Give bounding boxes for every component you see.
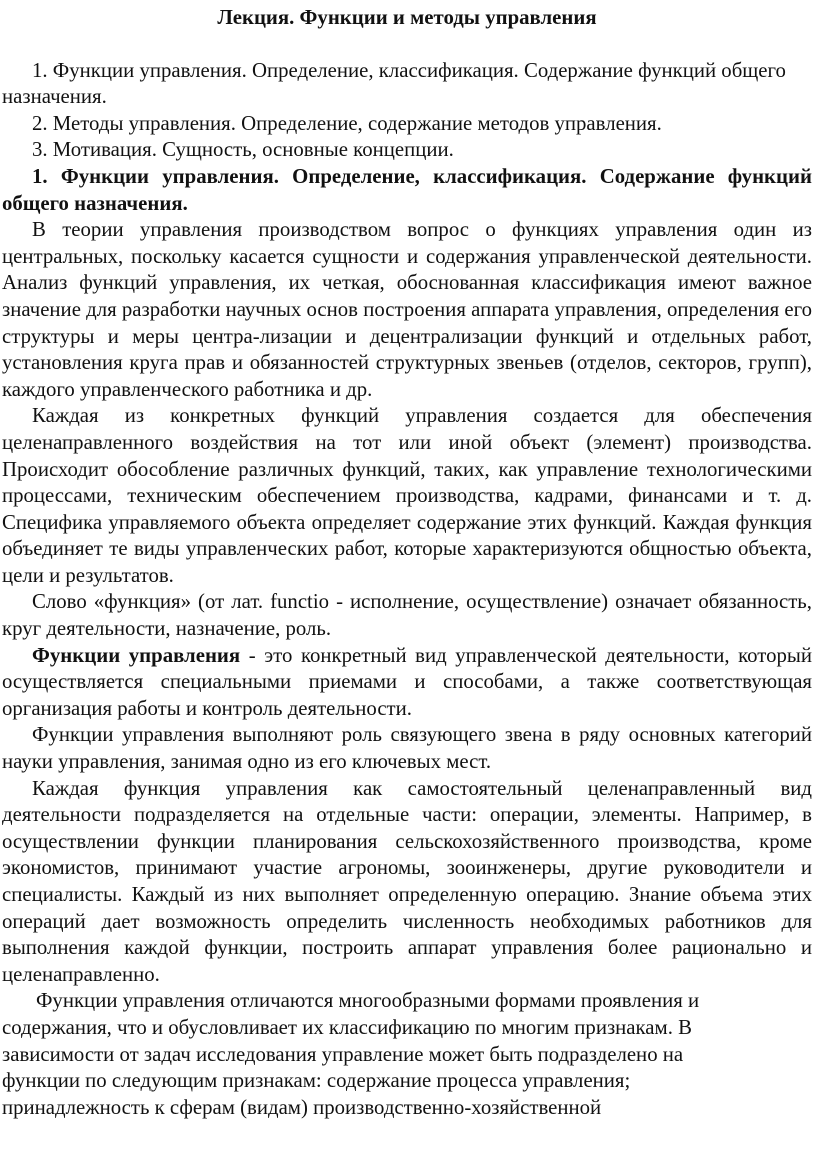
toc-item-1: 1. Функции управления. Определение, классификация. Содержание функций общего назначения. bbox=[2, 58, 786, 109]
paragraph-5: Функции управления выполняют роль связующего звена в ряду основных категорий науки управления, занимая одно из его ключевых мест. bbox=[2, 723, 812, 774]
toc-item-3: 3. Мотивация. Сущность, основные концепции. bbox=[32, 138, 454, 162]
paragraph-7-line: функции по следующим признакам: содержание процесса управления; bbox=[2, 1069, 631, 1093]
document-title: Лекция. Функции и методы управления bbox=[217, 6, 597, 29]
term-management-functions: Функции управления bbox=[32, 643, 241, 667]
toc-item-2: 2. Методы управления. Определение, содержание методов управления. bbox=[32, 111, 662, 135]
table-of-contents bbox=[2, 58, 812, 164]
paragraph-7-line: зависимости от задач исследования управление может быть подразделено на bbox=[2, 1042, 684, 1066]
paragraph-7 bbox=[2, 988, 812, 1121]
paragraph-6: Каждая функция управления как самостоятельный целенаправленный вид деятельности подразделяется на отдельные части: операции, элементы. Например, в осуществлении функции планирования сельскохозяйственного производства, кроме экономистов, принимают участие агрономы, зооинженеры, другие руководители и специалисты. Каждый из них выполняет определенную операцию. Знание объема этих операций дает возможность определить численность необходимых работников для выполнения каждой функции, построить аппарат управления более рационально и целенаправленно. bbox=[2, 776, 812, 986]
paragraph-3: Слово «функция» (от лат. functio - исполнение, осуществление) означает обязанность, круг деятельности, назначение, роль. bbox=[2, 590, 812, 641]
paragraph-2: Каждая из конкретных функций управления создается для обеспечения целенаправленного воздействия на тот или иной объект (элемент) производства. Происходит обособление различных функций, таких, как управление технологическими процессами, техническим обеспечением производства, кадрами, финансами и т. д. Специфика управляемого объекта определяет содержание этих функций. Каждая функция объединяет те виды управленческих работ, которые характеризуются общностью объекта, цели и результатов. bbox=[2, 404, 812, 587]
paragraph-7-line: содержания, что и обусловливает их классификацию по многим признакам. В bbox=[2, 1015, 692, 1039]
paragraph-7-line: принадлежность к сферам (видам) производственно-хозяйственной bbox=[2, 1095, 602, 1119]
document-page bbox=[2, 0, 812, 1121]
section-heading: 1. Функции управления. Определение, классификация. Содержание функций общего назначения. bbox=[2, 164, 812, 215]
paragraph-1: В теории управления производством вопрос о функциях управления один из центральных, поскольку касается сущности и содержания управленческой деятельности. Анализ функций управления, их четкая, обоснованная классификация имеют важное значение для разработки научных основ построения аппарата управления, определения его структуры и меры центра-лизации и децентрализации функций и отдельных работ, установления круга прав и обязанностей структурных звеньев (отделов, секторов, групп), каждого управленческого работника и др. bbox=[2, 218, 812, 401]
paragraph-4 bbox=[2, 643, 812, 723]
paragraph-7-line: Функции управления отличаются многообразными формами проявления и bbox=[36, 989, 700, 1013]
paragraph-4-text: - это конкретный вид управленческой деятельности, который осуществляется специальными приемами и способами, а также соответствующая организация работы и контроль деятельности. bbox=[2, 643, 812, 720]
